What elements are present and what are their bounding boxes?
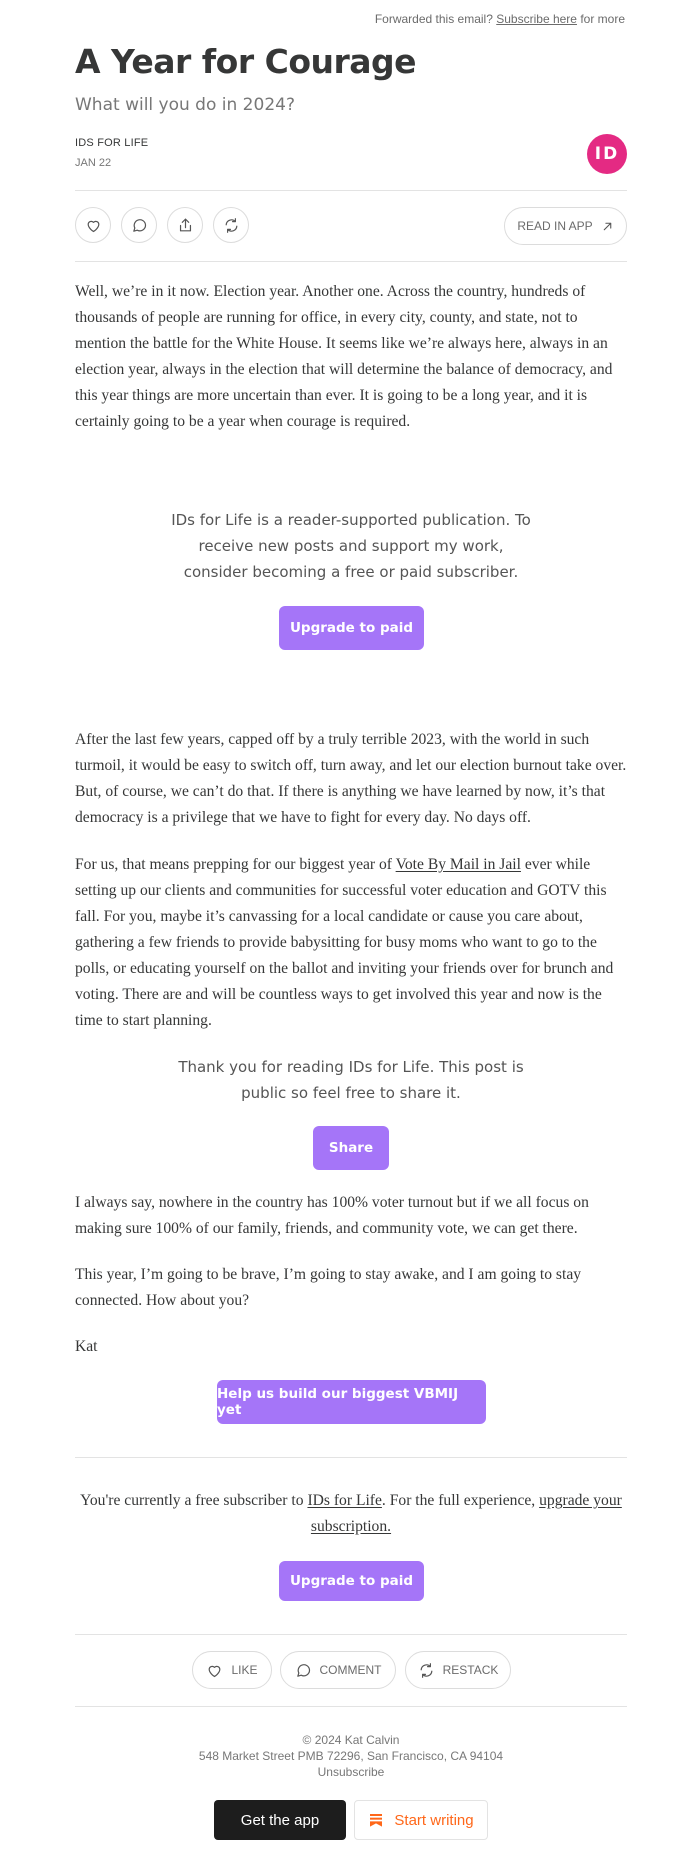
like-button[interactable] (75, 207, 111, 243)
comment-icon (131, 217, 148, 234)
share-button[interactable]: Share (313, 1126, 389, 1170)
divider (75, 190, 627, 191)
restack-icon (418, 1662, 435, 1679)
paragraph-3-start: For us, that means prepping for our biggest year of (75, 856, 396, 873)
paragraph-3 (75, 852, 627, 1034)
paragraph-2: After the last few years, capped off by a truly terrible 2023, with the world in such turmoil, it would be easy to switch off, turn away, and let our election burnout take over. But, of course, we can’t do that. If there is anything we have learned by now, it’s that democracy is a privilege that we have to fight for every day. No days off. (75, 731, 627, 826)
divider (75, 1706, 627, 1707)
forwarded-notice (375, 12, 625, 26)
footer-like-label: LIKE (231, 1663, 258, 1677)
heart-icon (85, 217, 102, 234)
heart-icon (206, 1662, 223, 1679)
paragraph-4: I always say, nowhere in the country has 100% voter turnout but if we all focus on making sure 100% of our family, friends, and community vote, we can get there. (75, 1194, 589, 1237)
vbmij-cta-button[interactable]: Help us build our biggest VBMIJ yet (217, 1380, 486, 1424)
vote-by-mail-in-jail-link[interactable]: Vote By Mail in Jail (395, 856, 521, 873)
footer-like-button[interactable] (192, 1651, 272, 1689)
publication-name[interactable]: IDS FOR LIFE (75, 137, 149, 149)
read-in-app-button[interactable] (504, 207, 627, 245)
footer-restack-button[interactable] (405, 1651, 511, 1689)
post-date: JAN 22 (75, 157, 112, 169)
upgrade-to-paid-button-footer[interactable]: Upgrade to paid (279, 1561, 424, 1601)
divider (75, 1634, 627, 1635)
unsubscribe-link[interactable]: Unsubscribe (317, 1765, 385, 1779)
footer-comment-button[interactable] (280, 1651, 396, 1689)
subscriber-text-middle: . For the full experience, (381, 1492, 540, 1509)
restack-icon (223, 217, 240, 234)
subscriber-notice (75, 1488, 627, 1540)
arrow-up-right-icon (601, 220, 614, 233)
post-subtitle: What will you do in 2024? (75, 95, 295, 115)
mailing-address: 548 Market Street PMB 72296, San Francisco, CA 94104 (198, 1749, 504, 1763)
subscribe-promo-text: IDs for Life is a reader-supported publication. To receive new posts and support my work, consider becoming a free or paid subscriber. (171, 511, 531, 581)
subscriber-text-start: You're currently a free subscriber to (80, 1492, 308, 1509)
footer-comment-label: COMMENT (319, 1663, 382, 1677)
substack-logo-icon (368, 1812, 384, 1828)
forwarded-suffix: for more (580, 12, 625, 26)
divider (75, 1457, 627, 1458)
start-writing-button[interactable] (354, 1800, 488, 1840)
paragraph-5: This year, I’m going to be brave, I’m going to stay awake, and I am going to stay connected. How about you? (75, 1266, 582, 1309)
signature: Kat (75, 1338, 98, 1355)
divider (75, 261, 627, 262)
share-icon-button[interactable] (167, 207, 203, 243)
upgrade-to-paid-button[interactable]: Upgrade to paid (279, 606, 424, 650)
upgrade-subscription-link[interactable]: upgrade your subscription. (310, 1492, 622, 1535)
forwarded-prefix: Forwarded this email? (374, 12, 493, 26)
copyright: © 2024 Kat Calvin (302, 1733, 400, 1747)
comment-button[interactable] (121, 207, 157, 243)
share-promo-text: Thank you for reading IDs for Life. This post is public so feel free to share it. (178, 1058, 524, 1102)
post-title[interactable]: A Year for Courage (75, 42, 417, 81)
paragraph-1: Well, we’re in it now. Election year. Another one. Across the country, hundreds of thousands of people are running for office, in every city, county, and state, not to mention the battle for the White House. It seems like we’re always here, always in an election year, always in the election that will determine the balance of democracy, and this year things are more uncertain than ever. It is going to be a long year, and it is certainly going to be a year when courage is required. (75, 283, 613, 430)
get-the-app-button[interactable]: Get the app (214, 1800, 346, 1840)
publication-link[interactable]: IDs for Life (307, 1492, 382, 1509)
start-writing-label: Start writing (394, 1811, 474, 1829)
comment-icon (295, 1662, 312, 1679)
author-avatar[interactable]: ID (587, 134, 627, 174)
subscribe-link[interactable]: Subscribe here (496, 12, 577, 26)
paragraph-3-end: ever while setting up our clients and communities for successful voter education and GOTV this fall. For you, maybe it’s canvassing for a local candidate or cause you care about, gathering a few friends to provide babysitting for busy moms who want to go to the polls, or educating yourself on the ballot and inviting your friends over for brunch and voting. There are and will be countless ways to get involved this year and now is the time to start planning. (75, 856, 614, 1029)
footer-restack-label: RESTACK (442, 1663, 499, 1677)
restack-button[interactable] (213, 207, 249, 243)
share-icon (177, 217, 194, 234)
read-in-app-label: READ IN APP (517, 219, 593, 233)
